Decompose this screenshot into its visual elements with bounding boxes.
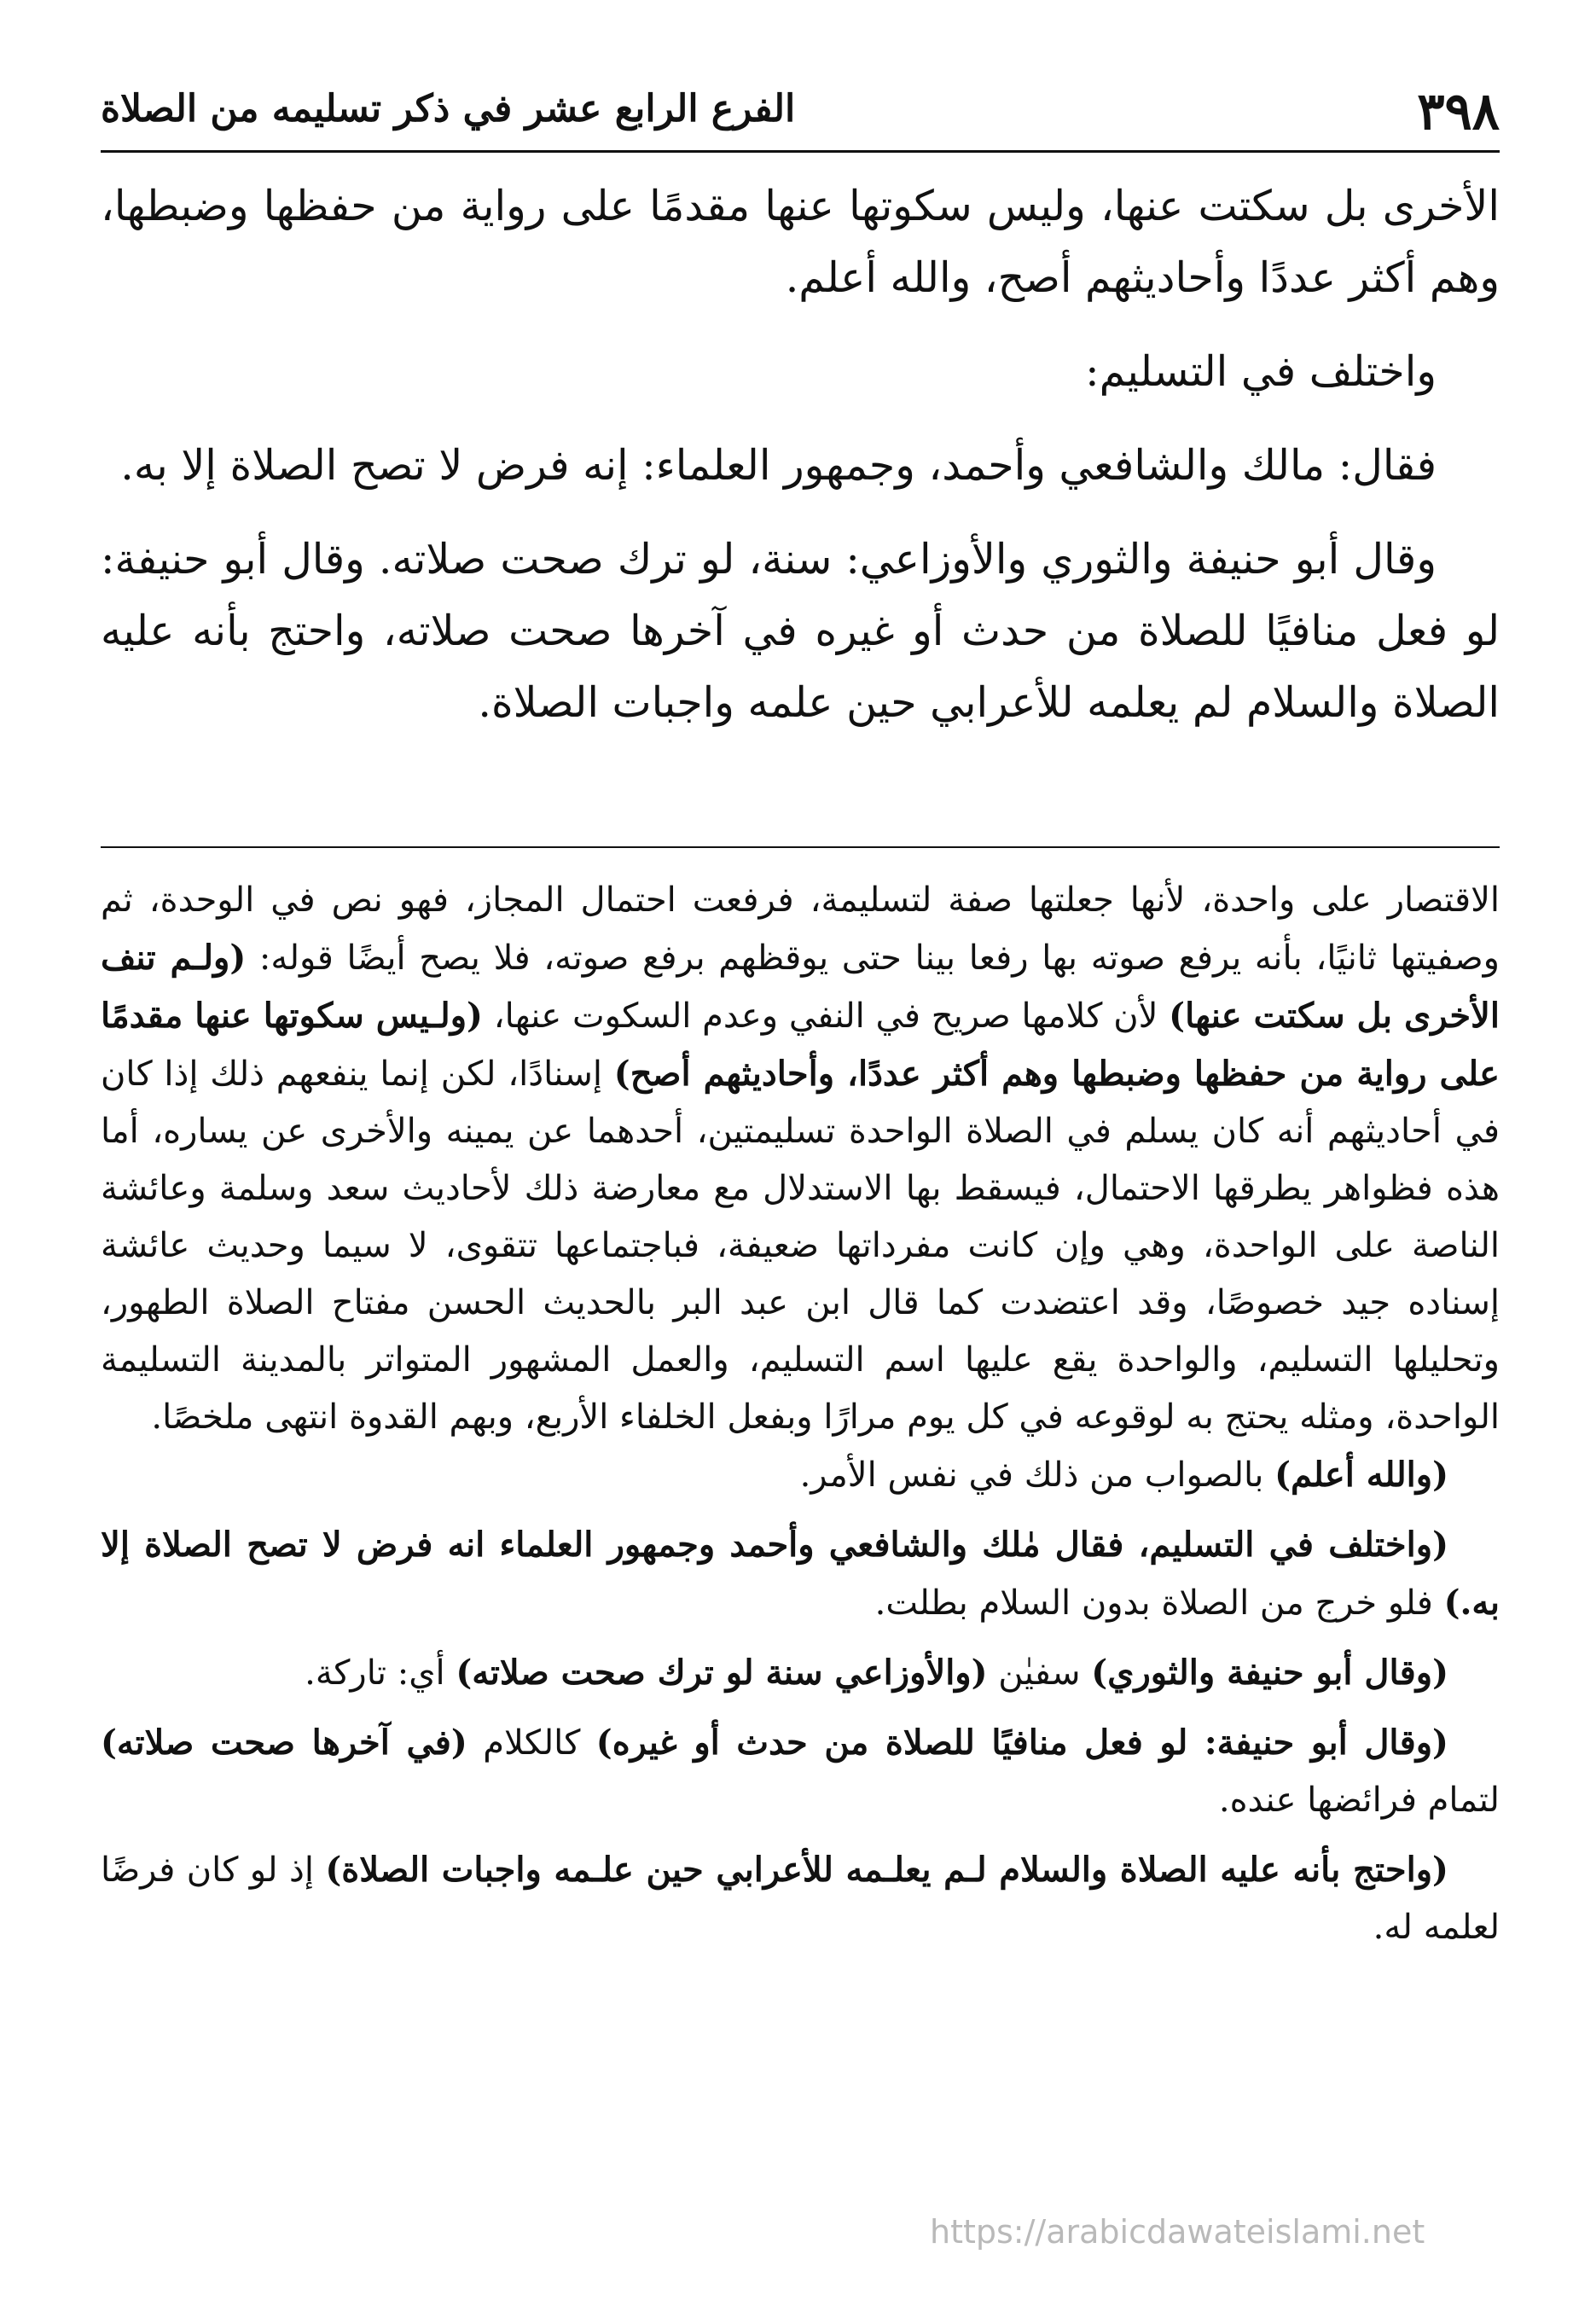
quoted-matn: (واختلف في التسليم، فقال مٰلك والشافعي وأحمد وجمهور العلماء انه فرض لا تصح الصلاة إلا به.) [101,1525,1500,1623]
main-paragraph-1: الأخرى بل سكتت عنها، وليس سكوتها عنها مقدمًا على رواية من حفظها وضبطها، وهم أكثر عددًا وأحاديثهم أصح، والله أعلم. [101,182,1500,302]
quoted-matn: (ولـم تنف الأخرى بل سكتت عنها) [101,938,1500,1036]
quoted-matn: (وقال أبو حنيفة والثوري) [1091,1653,1448,1693]
commentary-text-run: الاقتصار على واحدة، لأنها جعلتها صفة لتسليمة، فرفعت احتمال المجاز، فهو نص في الوحدة، ثم وصفيتها ثانيًا، بأنه يرفع صوته بها رفعا بينا حتى يوقظهم برفع صوته، فلا يصح أيضًا قوله: [101,880,1500,978]
commentary-paragraph-1 [101,872,1500,1446]
watermark-url: https://arabicdawateislami.net [930,2213,1425,2251]
footnote-separator [101,846,1500,848]
page-number: ٣٩٨ [1417,82,1500,142]
commentary-text-run: إذ لو كان فرضًا لعلمه له. [101,1850,1500,1947]
commentary-text-run: كالكلام [467,1723,596,1763]
main-paragraph-4: وقال أبو حنيفة والثوري والأوزاعي: سنة، لو ترك صحت صلاته. وقال أبو حنيفة: لو فعل منافيًا للصلاة من حدث أو غيره في آخرها صحت صلاته، واحتج بأنه عليه الصلاة والسلام لم يعلمه للأعرابي حين علمه واجبات الصلاة. [101,535,1500,727]
commentary-text-run: لأن كلامها صريح في النفي وعدم السكوت عنها، [482,996,1170,1036]
quoted-matn: (والله أعلم) [1274,1455,1448,1495]
commentary-paragraph-2 [101,1446,1500,1504]
main-text [101,171,1500,739]
commentary-text-run: لتمام فرائضها عنده. [1218,1781,1500,1820]
main-paragraph-3: فقال: مالك والشافعي وأحمد، وجمهور العلماء: إنه فرض لا تصح الصلاة إلا به. [120,441,1437,490]
header-rule [101,150,1500,153]
quoted-matn: (في آخرها صحت صلاته) [101,1723,467,1763]
commentary-text [101,872,1500,1956]
quoted-matn: (والأوزاعي سنة لو ترك صحت صلاته) [456,1653,988,1693]
quoted-matn: (ولـيس سكوتها عنها مقدمًا على رواية من حفظها وضبطها وهم أكثر عددًا، وأحاديثهم أصح) [101,996,1500,1094]
running-title: الفرع الرابع عشر في ذكر تسليمه من الصلاة [101,87,796,131]
commentary-text-run: أي: تاركة. [305,1653,456,1693]
commentary-text-run: بالصواب من ذلك في نفس الأمر. [799,1455,1275,1495]
commentary-paragraph-6 [101,1841,1500,1956]
commentary-text-run: سفيٰن [987,1653,1092,1693]
commentary-text-run: فلو خرج من الصلاة بدون السلام بطلت. [874,1583,1444,1623]
main-paragraph-2: واختلف في التسليم: [1085,347,1437,396]
commentary-paragraph-4 [101,1644,1500,1702]
commentary-paragraph-5 [101,1714,1500,1829]
quoted-matn: (واحتج بأنه عليه الصلاة والسلام لـم يعلـمه للأعرابي حين علـمه واجبات الصلاة) [325,1850,1448,1890]
page-header [101,75,1500,152]
commentary-text-run: إسنادًا، لكن إنما ينفعهم ذلك إذا كان في أحاديثهم أنه كان يسلم في الصلاة الواحدة تسليمتين، أحدهما عن يمينه والأخرى عن يساره، أما هذه فظواهر يطرقها الاحتمال، فيسقط بها الاستدلال مع معارضة ذلك لأحاديث سعد وسلمة وعائشة الناصة على الواحدة، وهي وإن كانت مفرداتها ضعيفة، فباجتماعها تتقوى، لا سيما وحديث عائشة إسناده جيد خصوصًا، وقد اعتضدت كما قال ابن عبد البر بالحديث الحسن مفتاح الصلاة الطهور، وتحليلها التسليم، والواحدة يقع عليها اسم التسليم، والعمل المشهور المتواتر بالمدينة التسليمة الواحدة، ومثله يحتج به لوقوعه في كل يوم مرارًا وبفعل الخلفاء الأربع، وبهم القدوة انتهى ملخصًا. [101,1055,1500,1437]
quoted-matn: (وقال أبو حنيفة: لو فعل منافيًا للصلاة من حدث أو غيره) [595,1723,1448,1763]
commentary-paragraph-3 [101,1516,1500,1632]
